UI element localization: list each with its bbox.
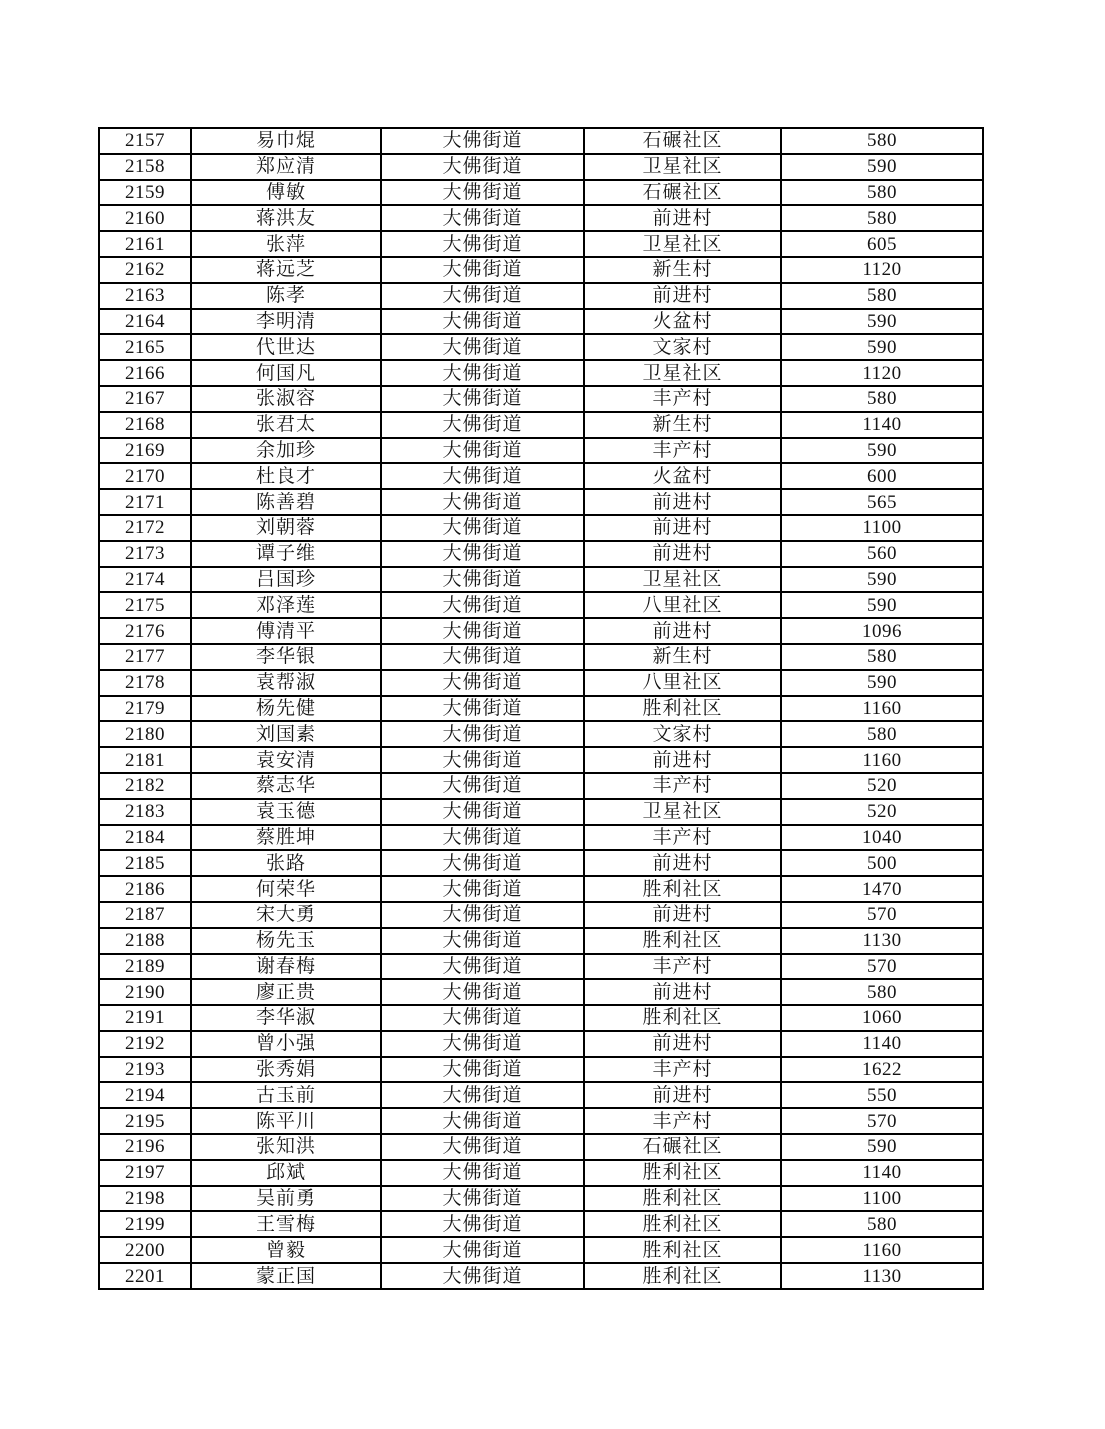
street-cell: 大佛街道 [381, 180, 584, 206]
table-row [99, 489, 983, 515]
serial-cell: 2163 [99, 283, 191, 309]
village-cell: 前进村 [584, 1031, 781, 1057]
amount-cell: 1160 [781, 696, 983, 722]
village-cell: 火盆村 [584, 463, 781, 489]
serial-cell: 2169 [99, 438, 191, 464]
serial-cell: 2181 [99, 747, 191, 773]
village-cell: 火盆村 [584, 309, 781, 335]
street-cell: 大佛街道 [381, 386, 584, 412]
table-row [99, 799, 983, 825]
village-cell: 前进村 [584, 205, 781, 231]
amount-cell: 1130 [781, 928, 983, 954]
table-row [99, 334, 983, 360]
village-cell: 前进村 [584, 515, 781, 541]
village-cell: 丰产村 [584, 1057, 781, 1083]
name-cell: 傅敏 [191, 180, 381, 206]
street-cell: 大佛街道 [381, 592, 584, 618]
name-cell: 刘朝蓉 [191, 515, 381, 541]
serial-cell: 2179 [99, 696, 191, 722]
street-cell: 大佛街道 [381, 1263, 584, 1289]
village-cell: 卫星社区 [584, 799, 781, 825]
serial-cell: 2190 [99, 979, 191, 1005]
name-cell: 王雪梅 [191, 1211, 381, 1237]
name-cell: 易巾焜 [191, 128, 381, 154]
name-cell: 何国凡 [191, 360, 381, 386]
serial-cell: 2184 [99, 825, 191, 851]
serial-cell: 2177 [99, 644, 191, 670]
amount-cell: 590 [781, 309, 983, 335]
serial-cell: 2185 [99, 850, 191, 876]
serial-cell: 2161 [99, 231, 191, 257]
village-cell: 前进村 [584, 979, 781, 1005]
name-cell: 谢春梅 [191, 954, 381, 980]
name-cell: 廖正贵 [191, 979, 381, 1005]
amount-cell: 580 [781, 180, 983, 206]
street-cell: 大佛街道 [381, 128, 584, 154]
records-table [98, 127, 984, 1290]
street-cell: 大佛街道 [381, 1186, 584, 1212]
name-cell: 吴前勇 [191, 1186, 381, 1212]
amount-cell: 580 [781, 386, 983, 412]
village-cell: 新生村 [584, 644, 781, 670]
name-cell: 张淑容 [191, 386, 381, 412]
name-cell: 蔡志华 [191, 773, 381, 799]
serial-cell: 2160 [99, 205, 191, 231]
amount-cell: 580 [781, 979, 983, 1005]
amount-cell: 580 [781, 205, 983, 231]
serial-cell: 2174 [99, 567, 191, 593]
table-row [99, 463, 983, 489]
street-cell: 大佛街道 [381, 1160, 584, 1186]
serial-cell: 2191 [99, 1005, 191, 1031]
amount-cell: 1100 [781, 1186, 983, 1212]
street-cell: 大佛街道 [381, 309, 584, 335]
amount-cell: 550 [781, 1082, 983, 1108]
table-row [99, 1082, 983, 1108]
street-cell: 大佛街道 [381, 515, 584, 541]
street-cell: 大佛街道 [381, 799, 584, 825]
amount-cell: 1622 [781, 1057, 983, 1083]
street-cell: 大佛街道 [381, 1237, 584, 1263]
name-cell: 宋大勇 [191, 902, 381, 928]
name-cell: 陈孝 [191, 283, 381, 309]
village-cell: 新生村 [584, 257, 781, 283]
village-cell: 前进村 [584, 1082, 781, 1108]
table-row [99, 1211, 983, 1237]
serial-cell: 2192 [99, 1031, 191, 1057]
serial-cell: 2182 [99, 773, 191, 799]
amount-cell: 560 [781, 541, 983, 567]
name-cell: 郑应清 [191, 154, 381, 180]
serial-cell: 2164 [99, 309, 191, 335]
name-cell: 蔡胜坤 [191, 825, 381, 851]
name-cell: 余加珍 [191, 438, 381, 464]
table-row [99, 696, 983, 722]
table-row [99, 567, 983, 593]
serial-cell: 2170 [99, 463, 191, 489]
serial-cell: 2176 [99, 618, 191, 644]
amount-cell: 605 [781, 231, 983, 257]
table-row [99, 180, 983, 206]
street-cell: 大佛街道 [381, 618, 584, 644]
records-table-body [99, 128, 983, 1289]
street-cell: 大佛街道 [381, 902, 584, 928]
village-cell: 丰产村 [584, 773, 781, 799]
table-row [99, 1005, 983, 1031]
name-cell: 张萍 [191, 231, 381, 257]
serial-cell: 2158 [99, 154, 191, 180]
street-cell: 大佛街道 [381, 670, 584, 696]
table-row [99, 154, 983, 180]
amount-cell: 580 [781, 644, 983, 670]
village-cell: 新生村 [584, 412, 781, 438]
table-row [99, 438, 983, 464]
table-row [99, 1134, 983, 1160]
village-cell: 丰产村 [584, 386, 781, 412]
village-cell: 胜利社区 [584, 1005, 781, 1031]
serial-cell: 2171 [99, 489, 191, 515]
street-cell: 大佛街道 [381, 567, 584, 593]
village-cell: 前进村 [584, 618, 781, 644]
amount-cell: 580 [781, 721, 983, 747]
serial-cell: 2197 [99, 1160, 191, 1186]
name-cell: 邓泽莲 [191, 592, 381, 618]
table-row [99, 902, 983, 928]
table-row [99, 541, 983, 567]
name-cell: 张秀娟 [191, 1057, 381, 1083]
serial-cell: 2168 [99, 412, 191, 438]
serial-cell: 2187 [99, 902, 191, 928]
name-cell: 李明清 [191, 309, 381, 335]
amount-cell: 570 [781, 1108, 983, 1134]
table-row [99, 644, 983, 670]
street-cell: 大佛街道 [381, 1211, 584, 1237]
village-cell: 丰产村 [584, 1108, 781, 1134]
name-cell: 杜良才 [191, 463, 381, 489]
name-cell: 吕国珍 [191, 567, 381, 593]
table-row [99, 309, 983, 335]
table-row [99, 257, 983, 283]
name-cell: 代世达 [191, 334, 381, 360]
village-cell: 丰产村 [584, 954, 781, 980]
serial-cell: 2188 [99, 928, 191, 954]
amount-cell: 590 [781, 154, 983, 180]
amount-cell: 520 [781, 773, 983, 799]
name-cell: 邱斌 [191, 1160, 381, 1186]
street-cell: 大佛街道 [381, 1082, 584, 1108]
serial-cell: 2199 [99, 1211, 191, 1237]
amount-cell: 1040 [781, 825, 983, 851]
amount-cell: 1096 [781, 618, 983, 644]
serial-cell: 2162 [99, 257, 191, 283]
serial-cell: 2180 [99, 721, 191, 747]
street-cell: 大佛街道 [381, 1108, 584, 1134]
village-cell: 石碾社区 [584, 128, 781, 154]
village-cell: 丰产村 [584, 438, 781, 464]
table-row [99, 825, 983, 851]
amount-cell: 590 [781, 438, 983, 464]
serial-cell: 2167 [99, 386, 191, 412]
street-cell: 大佛街道 [381, 876, 584, 902]
village-cell: 胜利社区 [584, 696, 781, 722]
name-cell: 袁安清 [191, 747, 381, 773]
street-cell: 大佛街道 [381, 412, 584, 438]
amount-cell: 1160 [781, 1237, 983, 1263]
street-cell: 大佛街道 [381, 644, 584, 670]
amount-cell: 570 [781, 954, 983, 980]
name-cell: 杨先玉 [191, 928, 381, 954]
village-cell: 文家村 [584, 721, 781, 747]
amount-cell: 590 [781, 334, 983, 360]
village-cell: 前进村 [584, 747, 781, 773]
table-row [99, 747, 983, 773]
village-cell: 石碾社区 [584, 180, 781, 206]
amount-cell: 570 [781, 902, 983, 928]
village-cell: 前进村 [584, 283, 781, 309]
serial-cell: 2175 [99, 592, 191, 618]
village-cell: 丰产村 [584, 825, 781, 851]
table-row [99, 670, 983, 696]
name-cell: 何荣华 [191, 876, 381, 902]
amount-cell: 600 [781, 463, 983, 489]
table-row [99, 1237, 983, 1263]
amount-cell: 1140 [781, 1031, 983, 1057]
table-row [99, 1031, 983, 1057]
street-cell: 大佛街道 [381, 1031, 584, 1057]
name-cell: 曾小强 [191, 1031, 381, 1057]
name-cell: 曾毅 [191, 1237, 381, 1263]
village-cell: 文家村 [584, 334, 781, 360]
name-cell: 谭子维 [191, 541, 381, 567]
street-cell: 大佛街道 [381, 438, 584, 464]
name-cell: 张知洪 [191, 1134, 381, 1160]
village-cell: 胜利社区 [584, 1237, 781, 1263]
village-cell: 前进村 [584, 902, 781, 928]
amount-cell: 1120 [781, 257, 983, 283]
village-cell: 卫星社区 [584, 154, 781, 180]
serial-cell: 2172 [99, 515, 191, 541]
street-cell: 大佛街道 [381, 747, 584, 773]
serial-cell: 2201 [99, 1263, 191, 1289]
serial-cell: 2173 [99, 541, 191, 567]
village-cell: 胜利社区 [584, 1263, 781, 1289]
name-cell: 李华淑 [191, 1005, 381, 1031]
table-row [99, 205, 983, 231]
village-cell: 胜利社区 [584, 928, 781, 954]
table-row [99, 128, 983, 154]
table-row [99, 773, 983, 799]
name-cell: 古玉前 [191, 1082, 381, 1108]
street-cell: 大佛街道 [381, 541, 584, 567]
table-row [99, 592, 983, 618]
village-cell: 八里社区 [584, 592, 781, 618]
street-cell: 大佛街道 [381, 205, 584, 231]
village-cell: 卫星社区 [584, 231, 781, 257]
village-cell: 胜利社区 [584, 1211, 781, 1237]
table-row [99, 850, 983, 876]
table-row [99, 1160, 983, 1186]
name-cell: 张君太 [191, 412, 381, 438]
street-cell: 大佛街道 [381, 334, 584, 360]
amount-cell: 1160 [781, 747, 983, 773]
amount-cell: 1470 [781, 876, 983, 902]
street-cell: 大佛街道 [381, 696, 584, 722]
table-row [99, 979, 983, 1005]
serial-cell: 2165 [99, 334, 191, 360]
name-cell: 傅清平 [191, 618, 381, 644]
street-cell: 大佛街道 [381, 231, 584, 257]
village-cell: 八里社区 [584, 670, 781, 696]
street-cell: 大佛街道 [381, 1005, 584, 1031]
amount-cell: 520 [781, 799, 983, 825]
serial-cell: 2195 [99, 1108, 191, 1134]
street-cell: 大佛街道 [381, 154, 584, 180]
table-row [99, 928, 983, 954]
amount-cell: 590 [781, 670, 983, 696]
street-cell: 大佛街道 [381, 928, 584, 954]
serial-cell: 2189 [99, 954, 191, 980]
table-row [99, 1057, 983, 1083]
serial-cell: 2186 [99, 876, 191, 902]
street-cell: 大佛街道 [381, 463, 584, 489]
serial-cell: 2198 [99, 1186, 191, 1212]
name-cell: 陈善碧 [191, 489, 381, 515]
name-cell: 袁玉德 [191, 799, 381, 825]
name-cell: 蒋洪友 [191, 205, 381, 231]
serial-cell: 2178 [99, 670, 191, 696]
amount-cell: 590 [781, 1134, 983, 1160]
name-cell: 蒙正国 [191, 1263, 381, 1289]
street-cell: 大佛街道 [381, 360, 584, 386]
name-cell: 杨先健 [191, 696, 381, 722]
table-row [99, 231, 983, 257]
serial-cell: 2196 [99, 1134, 191, 1160]
street-cell: 大佛街道 [381, 283, 584, 309]
name-cell: 刘国素 [191, 721, 381, 747]
name-cell: 袁帮淑 [191, 670, 381, 696]
amount-cell: 500 [781, 850, 983, 876]
amount-cell: 580 [781, 283, 983, 309]
street-cell: 大佛街道 [381, 1134, 584, 1160]
serial-cell: 2200 [99, 1237, 191, 1263]
name-cell: 李华银 [191, 644, 381, 670]
street-cell: 大佛街道 [381, 979, 584, 1005]
village-cell: 前进村 [584, 541, 781, 567]
village-cell: 卫星社区 [584, 567, 781, 593]
amount-cell: 1140 [781, 1160, 983, 1186]
amount-cell: 1120 [781, 360, 983, 386]
village-cell: 卫星社区 [584, 360, 781, 386]
village-cell: 石碾社区 [584, 1134, 781, 1160]
amount-cell: 1130 [781, 1263, 983, 1289]
name-cell: 蒋远芝 [191, 257, 381, 283]
street-cell: 大佛街道 [381, 773, 584, 799]
name-cell: 陈平川 [191, 1108, 381, 1134]
table-row [99, 876, 983, 902]
street-cell: 大佛街道 [381, 257, 584, 283]
serial-cell: 2166 [99, 360, 191, 386]
serial-cell: 2157 [99, 128, 191, 154]
street-cell: 大佛街道 [381, 954, 584, 980]
table-row [99, 283, 983, 309]
table-row [99, 360, 983, 386]
serial-cell: 2183 [99, 799, 191, 825]
village-cell: 胜利社区 [584, 1186, 781, 1212]
serial-cell: 2194 [99, 1082, 191, 1108]
village-cell: 前进村 [584, 489, 781, 515]
table-row [99, 721, 983, 747]
serial-cell: 2159 [99, 180, 191, 206]
street-cell: 大佛街道 [381, 1057, 584, 1083]
table-row [99, 1263, 983, 1289]
name-cell: 张路 [191, 850, 381, 876]
village-cell: 胜利社区 [584, 1160, 781, 1186]
amount-cell: 1100 [781, 515, 983, 541]
amount-cell: 590 [781, 567, 983, 593]
amount-cell: 580 [781, 1211, 983, 1237]
village-cell: 胜利社区 [584, 876, 781, 902]
table-row [99, 386, 983, 412]
amount-cell: 590 [781, 592, 983, 618]
serial-cell: 2193 [99, 1057, 191, 1083]
street-cell: 大佛街道 [381, 489, 584, 515]
street-cell: 大佛街道 [381, 721, 584, 747]
table-row [99, 515, 983, 541]
table-row [99, 1108, 983, 1134]
amount-cell: 1140 [781, 412, 983, 438]
amount-cell: 580 [781, 128, 983, 154]
table-row [99, 618, 983, 644]
street-cell: 大佛街道 [381, 850, 584, 876]
street-cell: 大佛街道 [381, 825, 584, 851]
table-row [99, 412, 983, 438]
village-cell: 前进村 [584, 850, 781, 876]
table-row [99, 954, 983, 980]
amount-cell: 1060 [781, 1005, 983, 1031]
amount-cell: 565 [781, 489, 983, 515]
table-row [99, 1186, 983, 1212]
